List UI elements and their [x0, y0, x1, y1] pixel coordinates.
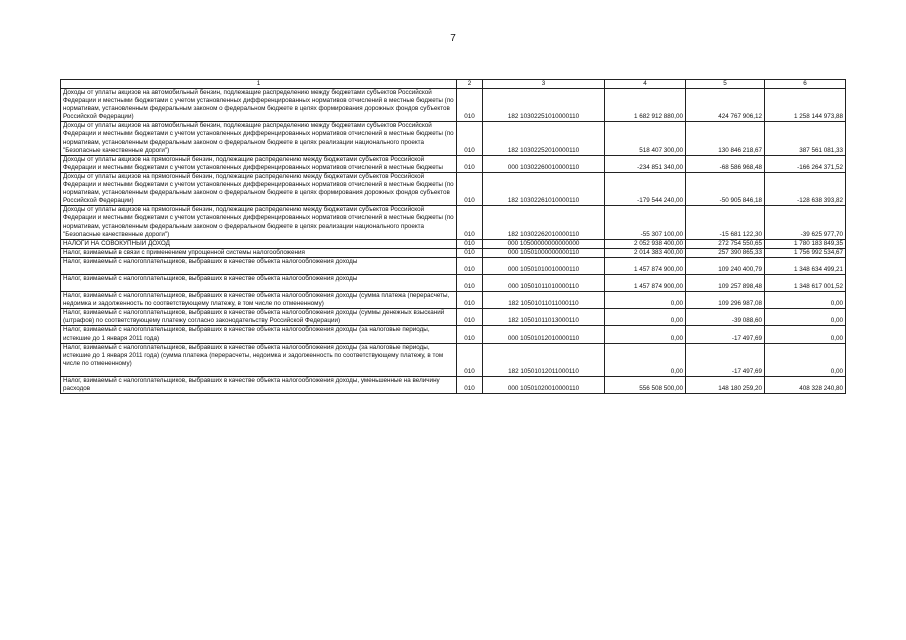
- row-line-code: 010: [457, 376, 483, 393]
- row-unexecuted: 0,00: [765, 343, 846, 376]
- row-executed: 109 240 400,79: [686, 257, 765, 274]
- row-approved: -234 851 340,00: [605, 155, 686, 172]
- row-unexecuted: 0,00: [765, 292, 846, 309]
- row-line-code: 010: [457, 326, 483, 343]
- revenue-table: [60, 79, 846, 394]
- row-executed: -39 088,60: [686, 309, 765, 326]
- row-executed: -17 497,69: [686, 343, 765, 376]
- row-approved: -179 544 240,00: [605, 172, 686, 205]
- row-line-code: 010: [457, 89, 483, 122]
- row-kbk: 000 10501010010000110: [483, 257, 605, 274]
- row-unexecuted: 0,00: [765, 326, 846, 343]
- row-approved: 556 508 500,00: [605, 376, 686, 393]
- row-name: Налог, взимаемый с налогоплательщиков, выбравших в качестве объекта налогообложения доходы (суммы денежных взысканий (штрафов) по соответствующему платежу согласно законодательству Российской Федерации): [61, 309, 457, 326]
- row-kbk: 000 10302260010000110: [483, 155, 605, 172]
- row-unexecuted: 0,00: [765, 309, 846, 326]
- row-approved: 0,00: [605, 326, 686, 343]
- row-approved: 0,00: [605, 309, 686, 326]
- row-approved: 518 407 300,00: [605, 122, 686, 155]
- row-kbk: 000 10500000000000000: [483, 239, 605, 248]
- row-unexecuted: -128 638 393,82: [765, 172, 846, 205]
- row-name: Доходы от уплаты акцизов на автомобильный бензин, подлежащие распределению между бюджетами субъектов Российской Федерации и местными бюджетами с учетом установленных дифференцированных нормативов отчислений в местные бюджеты (по нормативам, установленным федеральным законом о федеральном бюджете в целях реализации национального проекта "Безопасные качественные дороги"): [61, 122, 457, 155]
- table-row: [61, 122, 846, 155]
- row-name: Доходы от уплаты акцизов на прямогонный бензин, подлежащие распределению между бюджетами субъектов Российской Федерации и местными бюджетами с учетом установленных дифференцированных нормативов отчислений в местные бюджеты (по нормативам, установленным федеральным законом о федеральном бюджете в целях реализации национального проекта "Безопасные качественные дороги"): [61, 206, 457, 239]
- row-line-code: 010: [457, 292, 483, 309]
- row-unexecuted: 408 328 240,80: [765, 376, 846, 393]
- column-header-unexecuted: 6: [765, 80, 846, 89]
- row-unexecuted: 1 348 634 499,21: [765, 257, 846, 274]
- row-executed: 109 296 987,08: [686, 292, 765, 309]
- table-row: [61, 239, 846, 248]
- row-unexecuted: 1 756 992 534,67: [765, 248, 846, 257]
- row-kbk: 000 10501011010000110: [483, 274, 605, 291]
- row-approved: 1 457 874 900,00: [605, 274, 686, 291]
- row-line-code: 010: [457, 155, 483, 172]
- row-unexecuted: 1 258 144 973,88: [765, 89, 846, 122]
- table-row: [61, 248, 846, 257]
- row-unexecuted: 1 780 183 849,35: [765, 239, 846, 248]
- row-line-code: 010: [457, 239, 483, 248]
- row-unexecuted: -39 625 977,70: [765, 206, 846, 239]
- row-kbk: 182 10501011011000110: [483, 292, 605, 309]
- row-unexecuted: 1 348 617 001,52: [765, 274, 846, 291]
- row-kbk: 182 10302261010000110: [483, 172, 605, 205]
- row-kbk: 182 10501012011000110: [483, 343, 605, 376]
- row-name: Налог, взимаемый с налогоплательщиков, выбравших в качестве объекта налогообложения доходы (сумма платежа (перерасчеты, недоимка и задолженность по соответствующему платежу, в том числе по отмененному): [61, 292, 457, 309]
- column-header-name: 1: [61, 80, 457, 89]
- row-executed: 148 180 259,20: [686, 376, 765, 393]
- row-line-code: 010: [457, 248, 483, 257]
- row-line-code: 010: [457, 343, 483, 376]
- table-row: [61, 309, 846, 326]
- row-line-code: 010: [457, 206, 483, 239]
- row-line-code: 010: [457, 274, 483, 291]
- row-kbk: 000 10501000000000110: [483, 248, 605, 257]
- row-executed: -50 905 846,18: [686, 172, 765, 205]
- row-kbk: 182 10302251010000110: [483, 89, 605, 122]
- row-line-code: 010: [457, 172, 483, 205]
- row-kbk: 182 10501011013000110: [483, 309, 605, 326]
- row-line-code: 010: [457, 122, 483, 155]
- row-name-text: Налог, взимаемый с налогоплательщиков, выбравших в качестве объекта налогообложения доходы: [63, 274, 358, 282]
- table-row: [61, 89, 846, 122]
- page-number: 7: [450, 33, 456, 44]
- row-unexecuted: -166 264 371,52: [765, 155, 846, 172]
- row-name-text: Налог, взимаемый с налогоплательщиков, выбравших в качестве объекта налогообложения доходы: [63, 257, 358, 265]
- row-executed: -68 586 968,48: [686, 155, 765, 172]
- table-row: [61, 292, 846, 309]
- table-row: [61, 343, 846, 376]
- row-line-code: 010: [457, 257, 483, 274]
- row-executed: 424 767 906,12: [686, 89, 765, 122]
- row-kbk: 182 10302252010000110: [483, 122, 605, 155]
- table-row: [61, 274, 846, 291]
- row-unexecuted: 387 561 081,33: [765, 122, 846, 155]
- row-name: [61, 343, 457, 376]
- row-executed: 109 257 898,48: [686, 274, 765, 291]
- table-header-row: [61, 80, 846, 89]
- row-approved: 2 014 383 400,00: [605, 248, 686, 257]
- column-header-line-code: 2: [457, 80, 483, 89]
- row-line-code: 010: [457, 309, 483, 326]
- row-executed: 257 390 865,33: [686, 248, 765, 257]
- row-name: Доходы от уплаты акцизов на прямогонный бензин, подлежащие распределению между бюджетами субъектов Российской Федерации и местными бюджетами с учетом установленных дифференцированных нормативов отчислений в местные бюджеты (по нормативам, установленным федеральным законом о федеральном бюджете в целях формирования дорожных фондов субъектов Российской Федерации): [61, 172, 457, 205]
- row-name: Доходы от уплаты акцизов на прямогонный бензин, подлежащие распределению между бюджетами субъектов Российской Федерации и местными бюджетами с учетом установленных дифференцированных нормативов отчислений в местные бюджеты: [61, 155, 457, 172]
- row-approved: 1 682 912 880,00: [605, 89, 686, 122]
- row-kbk: 000 10501012010000110: [483, 326, 605, 343]
- table-row: [61, 326, 846, 343]
- row-executed: -17 497,69: [686, 326, 765, 343]
- row-approved: 0,00: [605, 292, 686, 309]
- column-header-kbk: 3: [483, 80, 605, 89]
- table-row: [61, 376, 846, 393]
- row-approved: -55 307 100,00: [605, 206, 686, 239]
- row-name: Налог, взимаемый в связи с применением упрощенной системы налогообложения: [61, 248, 457, 257]
- row-executed: -15 681 122,30: [686, 206, 765, 239]
- table-row: [61, 206, 846, 239]
- row-name: Налог, взимаемый с налогоплательщиков, выбравших в качестве объекта налогообложения доходы, уменьшенные на величину расходов: [61, 376, 457, 393]
- table-row: [61, 172, 846, 205]
- row-name-text: Налог, взимаемый с налогоплательщиков, выбравших в качестве объекта налогообложения доходы (за налоговые периоды, истекшие до 1 января 2011 года) (сумма платежа (перерасчеты, недоимка и задолженность по соответствующему платежу, в том числе по отмененному): [63, 343, 444, 367]
- row-approved: 1 457 874 900,00: [605, 257, 686, 274]
- row-executed: 272 754 550,65: [686, 239, 765, 248]
- row-approved: 2 052 938 400,00: [605, 239, 686, 248]
- row-name: НАЛОГИ НА СОВОКУПНЫЙ ДОХОД: [61, 239, 457, 248]
- row-approved: 0,00: [605, 343, 686, 376]
- row-kbk: 000 10501020010000110: [483, 376, 605, 393]
- row-executed: 130 846 218,67: [686, 122, 765, 155]
- row-name: [61, 257, 457, 274]
- row-name: Доходы от уплаты акцизов на автомобильный бензин, подлежащие распределению между бюджетами субъектов Российской Федерации и местными бюджетами с учетом установленных дифференцированных нормативов отчислений в местные бюджеты (по нормативам, установленным федеральным законом о федеральном бюджете в целях формирования дорожных фондов субъектов Российской Федерации): [61, 89, 457, 122]
- row-name: [61, 274, 457, 291]
- column-header-approved: 4: [605, 80, 686, 89]
- table-row: [61, 155, 846, 172]
- row-name: Налог, взимаемый с налогоплательщиков, выбравших в качестве объекта налогообложения доходы (за налоговые периоды, истекшие до 1 января 2011 года): [61, 326, 457, 343]
- table-row: [61, 257, 846, 274]
- row-kbk: 182 10302262010000110: [483, 206, 605, 239]
- column-header-executed: 5: [686, 80, 765, 89]
